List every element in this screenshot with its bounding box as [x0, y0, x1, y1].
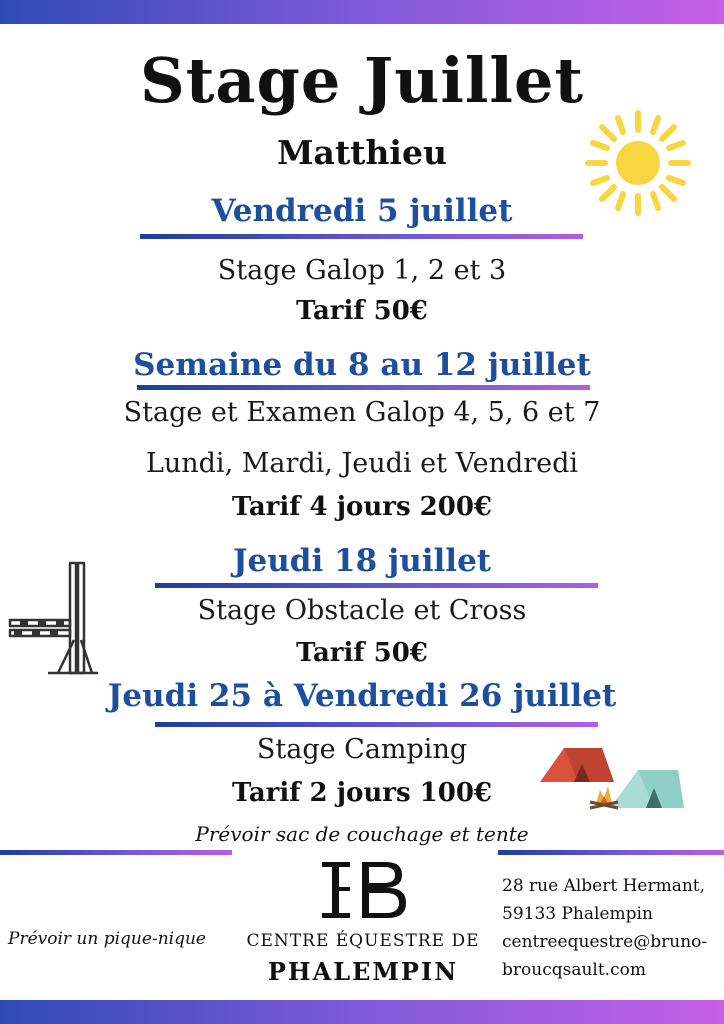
logo-line1: CENTRE ÉQUESTRE DE	[246, 931, 480, 951]
email-line2[interactable]: broucqsault.com	[502, 960, 646, 980]
show-jump-icon	[8, 560, 103, 680]
footer-divider-right	[498, 850, 724, 855]
address-block	[502, 872, 707, 984]
footer-divider-left	[0, 850, 232, 855]
section-heading: Semaine du 8 au 12 juillet	[133, 347, 591, 383]
logo-line2: PHALEMPIN	[267, 957, 459, 986]
section-description: Stage Camping	[256, 734, 468, 765]
campsite-icon	[538, 740, 686, 810]
section-price: Tarif 50€	[296, 638, 428, 668]
section-description: Lundi, Mardi, Jeudi et Vendredi	[145, 448, 579, 479]
logo-mark-icon	[318, 858, 410, 922]
bottom-gradient-bar	[0, 1000, 724, 1024]
section-price: Tarif 4 jours 200€	[231, 492, 493, 522]
top-gradient-bar	[0, 0, 724, 24]
section-heading: Jeudi 25 à Vendredi 26 juillet	[107, 678, 617, 714]
address-line2: 59133 Phalempin	[502, 904, 653, 924]
heading-underline	[140, 234, 583, 239]
address-line1: 28 rue Albert Hermant,	[502, 876, 706, 896]
logo	[318, 858, 410, 922]
heading-underline	[155, 583, 598, 588]
heading-underline	[155, 722, 598, 727]
camping-note: Prévoir sac de couchage et tente	[195, 822, 529, 846]
page-subtitle: Matthieu	[277, 133, 447, 172]
section-description: Stage Galop 1, 2 et 3	[217, 255, 507, 286]
section-heading: Jeudi 18 juillet	[232, 543, 492, 579]
heading-underline	[137, 385, 590, 390]
page-title: Stage Juillet	[139, 44, 585, 117]
section-description: Stage et Examen Galop 4, 5, 6 et 7	[123, 397, 601, 428]
section-price: Tarif 2 jours 100€	[231, 778, 493, 808]
section-heading: Vendredi 5 juillet	[211, 193, 513, 229]
picnic-note: Prévoir un pique-nique	[8, 929, 206, 949]
section-price: Tarif 50€	[296, 296, 428, 326]
section-description: Stage Obstacle et Cross	[197, 595, 527, 626]
email-line1[interactable]: centreequestre@bruno-	[502, 932, 708, 952]
